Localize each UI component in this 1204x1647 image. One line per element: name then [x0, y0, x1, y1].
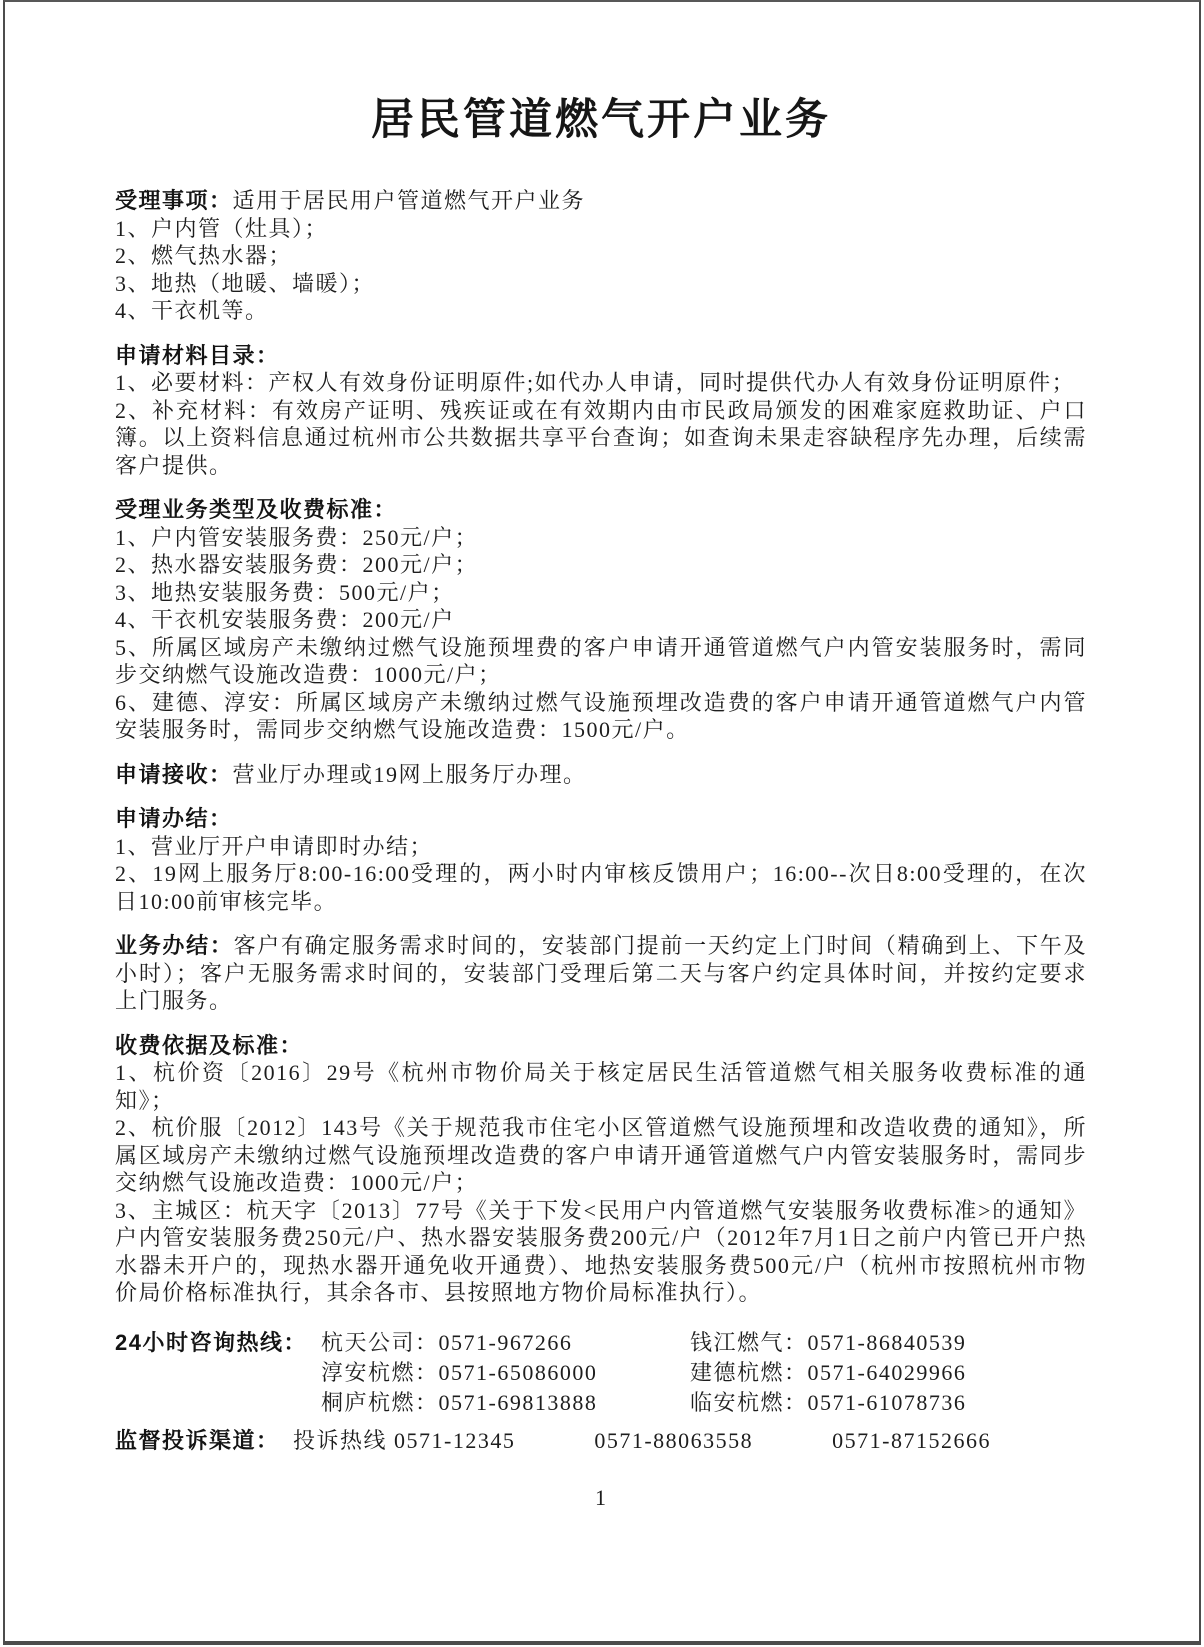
list-item: 2、19网上服务厅8:00-16:00受理的，两小时内审核反馈用户；16:00--次日8:00受理的，在次日10:00前审核完毕。	[115, 861, 1087, 914]
list-item: 1、必要材料：产权人有效身份证明原件;如代办人申请，同时提供代办人有效身份证明原件；	[115, 370, 1076, 396]
complaint-hotline-entry: 投诉热线 0571-12345	[293, 1427, 516, 1453]
section-heading: 收费依据及标准：	[115, 1032, 304, 1058]
section-intro: 营业厅办理或19网上服务厅办理。	[232, 761, 587, 787]
section-accepted-matters	[115, 187, 1087, 325]
list-item: 4、干衣机等。	[115, 298, 269, 324]
section-intro: 客户有确定服务需求时间的，安装部门提前一天约定上门时间（精确到上、下午及小时）；客户无服务需求时间的，安装部门受理后第二天与客户约定具体时间，并按约定要求上门服务。	[115, 933, 1087, 1014]
page-title: 居民管道燃气开户业务	[371, 96, 831, 144]
list-item: 2、补充材料：有效房产证明、残疾证或在有效期内由市民政局颁发的困难家庭救助证、户口簿。以上资料信息通过杭州市公共数据共享平台查询；如查询未果走容缺程序先办理，后续需客户提供。	[115, 397, 1087, 478]
list-item: 2、热水器安装服务费：200元/户；	[115, 552, 479, 578]
section-heading-line	[115, 805, 1087, 833]
section-intro-line	[115, 932, 1087, 1015]
section-application-materials	[115, 342, 1087, 480]
hotline-entry: 淳安杭燃：0571-65086000	[321, 1359, 598, 1385]
list-item: 1、户内管（灶具）；	[115, 215, 329, 241]
hotline-entry: 桐庐杭燃：0571-69813888	[321, 1389, 598, 1415]
section-intro: 适用于居民用户管道燃气开户业务	[232, 188, 586, 214]
section-application-completion	[115, 805, 1087, 915]
complaint-number: 0571-87152666	[832, 1427, 991, 1453]
document-page	[3, 0, 1201, 1645]
hotline-entry: 杭天公司：0571-967266	[321, 1329, 573, 1355]
section-heading: 受理事项：	[115, 188, 233, 214]
hotline-heading: 24小时咨询热线：	[115, 1329, 307, 1355]
section-heading: 申请办结：	[115, 806, 233, 832]
hotline-entry: 钱江燃气：0571-86840539	[690, 1329, 967, 1355]
hotline-entry: 建德杭燃：0571-64029966	[690, 1359, 967, 1385]
page-number: 1	[595, 1484, 607, 1510]
section-heading: 受理业务类型及收费标准：	[115, 497, 398, 523]
section-complaint-channel	[115, 1427, 1087, 1455]
section-service-completion	[115, 932, 1087, 1015]
section-intro-line	[115, 187, 1087, 215]
section-fee-basis-standards	[115, 1032, 1087, 1307]
list-item: 3、地热安装服务费：500元/户；	[115, 579, 455, 605]
list-item: 3、地热（地暖、墙暖）；	[115, 270, 376, 296]
section-heading-line	[115, 342, 1087, 370]
section-application-reception	[115, 761, 1087, 789]
section-heading-line	[115, 1032, 1087, 1060]
hotline-table	[321, 1328, 1087, 1418]
section-business-types-fees	[115, 496, 1087, 744]
list-item: 5、所属区域房产未缴纳过燃气设施预埋费的客户申请开通管道燃气户内管安装服务时，需同步交纳燃气设施改造费：1000元/户；	[115, 634, 1087, 688]
list-item: 2、杭价服〔2012〕143号《关于规范我市住宅小区管道燃气设施预埋和改造收费的通知》，所属区域房产未缴纳过燃气设施预埋改造费的客户申请开通管道燃气户内管安装服务时，需同步交纳燃气设施改造费：1000元/户；	[115, 1115, 1087, 1196]
section-heading: 申请材料目录：	[115, 342, 280, 368]
list-item: 2、燃气热水器；	[115, 243, 293, 269]
complaint-heading: 监督投诉渠道：	[115, 1427, 280, 1453]
section-intro-line	[115, 761, 1087, 789]
list-item: 3、主城区：杭天字〔2013〕77号《关于下发<民用户内管道燃气安装服务收费标准>的通知》户内管安装服务费250元/户、热水器安装服务费200元/户（2012年7月1日之前户内管已开户热水器未开户的，现热水器开通免收开通费）、地热安装服务费500元/户（杭州市按照杭州市物价局价格标准执行，其余各市、县按照地方物价局标准执行）。	[115, 1197, 1087, 1306]
list-item: 1、营业厅开户申请即时办结；	[115, 833, 434, 859]
list-item: 1、户内管安装服务费：250元/户；	[115, 524, 479, 550]
list-item: 4、干衣机安装服务费：200元/户	[115, 607, 455, 633]
list-item: 1、杭价资〔2016〕29号《杭州市物价局关于核定居民生活管道燃气相关服务收费标准的通知》；	[115, 1060, 1087, 1113]
section-heading-line	[115, 496, 1087, 524]
hotline-entry: 临安杭燃：0571-61078736	[690, 1389, 967, 1415]
section-hotline	[115, 1328, 1087, 1418]
list-item: 6、建德、淳安：所属区域房产未缴纳过燃气设施预埋改造费的客户申请开通管道燃气户内管安装服务时，需同步交纳燃气设施改造费：1500元/户。	[115, 689, 1087, 743]
section-heading: 申请接收：	[115, 761, 233, 787]
complaint-number: 0571-88063558	[594, 1427, 754, 1453]
section-heading: 业务办结：	[115, 933, 234, 959]
